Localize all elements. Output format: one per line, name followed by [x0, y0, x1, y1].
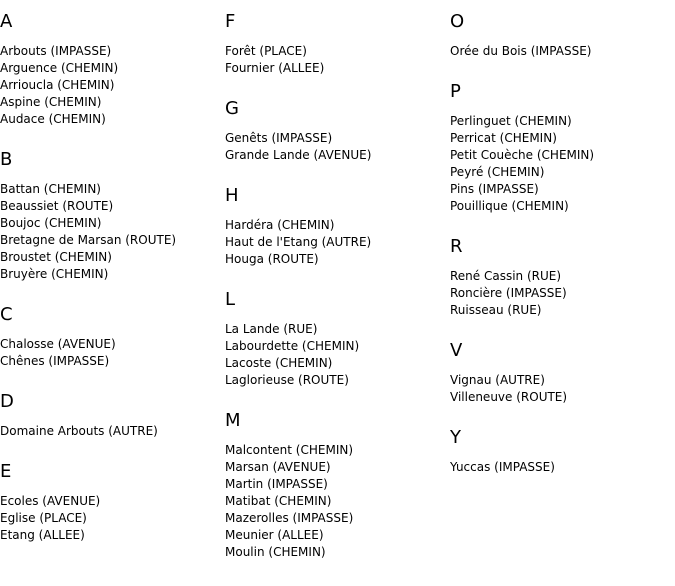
street-link[interactable]: Orée du Bois (IMPASSE)	[450, 44, 592, 58]
street-list	[450, 268, 567, 319]
letter-heading: G	[225, 98, 239, 119]
street-link[interactable]: Perlinguet (CHEMIN)	[450, 114, 572, 128]
street-list	[225, 442, 353, 561]
street-link[interactable]: Haut de l'Etang (AUTRE)	[225, 235, 372, 249]
letter-group	[450, 81, 595, 213]
street-link[interactable]: Petit Couèche (CHEMIN)	[450, 148, 595, 162]
letter-group	[0, 391, 158, 438]
street-link[interactable]: Roncière (IMPASSE)	[450, 286, 567, 300]
letter-group	[0, 149, 177, 281]
street-list	[450, 113, 594, 215]
street-link[interactable]: Beaussiet (ROUTE)	[0, 199, 114, 213]
street-link[interactable]: Malcontent (CHEMIN)	[225, 443, 354, 457]
street-list	[0, 493, 100, 544]
street-link[interactable]: Bretagne de Marsan (ROUTE)	[0, 233, 177, 247]
street-link[interactable]: Broustet (CHEMIN)	[0, 250, 112, 264]
street-link[interactable]: Fournier (ALLEE)	[225, 61, 325, 75]
street-link[interactable]: La Lande (RUE)	[225, 322, 318, 336]
street-link[interactable]: Marsan (AVENUE)	[225, 460, 331, 474]
street-list	[450, 372, 567, 406]
letter-group	[0, 11, 119, 126]
letter-group	[450, 11, 592, 58]
street-link[interactable]: Perricat (CHEMIN)	[450, 131, 557, 145]
street-link[interactable]: Forêt (PLACE)	[225, 44, 307, 58]
letter-group	[0, 461, 101, 542]
letter-group	[450, 340, 568, 404]
street-list	[0, 336, 116, 370]
letter-heading: D	[0, 391, 14, 412]
street-link[interactable]: Grande Lande (AVENUE)	[225, 148, 372, 162]
street-link[interactable]: Villeneuve (ROUTE)	[450, 390, 568, 404]
street-link[interactable]: Pouillique (CHEMIN)	[450, 199, 569, 213]
letter-group	[0, 304, 116, 368]
letter-group	[450, 236, 567, 317]
letter-group	[225, 289, 360, 387]
street-link[interactable]: René Cassin (RUE)	[450, 269, 562, 283]
street-link[interactable]: Ecoles (AVENUE)	[0, 494, 101, 508]
letter-group	[225, 185, 372, 266]
letter-group	[450, 427, 555, 474]
letter-heading: C	[0, 304, 13, 325]
street-link[interactable]: Domaine Arbouts (AUTRE)	[0, 424, 158, 438]
street-link[interactable]: Pins (IMPASSE)	[450, 182, 539, 196]
street-link[interactable]: Audace (CHEMIN)	[0, 112, 106, 126]
street-link[interactable]: Arrioucla (CHEMIN)	[0, 78, 115, 92]
street-link[interactable]: Chalosse (AVENUE)	[0, 337, 116, 351]
letter-group	[225, 98, 372, 162]
street-link[interactable]: Genêts (IMPASSE)	[225, 131, 333, 145]
street-link[interactable]: Boujoc (CHEMIN)	[0, 216, 102, 230]
street-list	[0, 181, 176, 283]
street-link[interactable]: Hardéra (CHEMIN)	[225, 218, 335, 232]
letter-heading: R	[450, 236, 463, 257]
street-link[interactable]: Houga (ROUTE)	[225, 252, 319, 266]
street-link[interactable]: Bruyère (CHEMIN)	[0, 267, 109, 281]
street-list	[225, 217, 371, 268]
street-link[interactable]: Eglise (PLACE)	[0, 511, 87, 525]
street-link[interactable]: Laglorieuse (ROUTE)	[225, 373, 349, 387]
street-link[interactable]: Chênes (IMPASSE)	[0, 354, 110, 368]
street-link[interactable]: Arbouts (IMPASSE)	[0, 44, 112, 58]
letter-heading: M	[225, 410, 241, 431]
letter-heading: P	[450, 81, 461, 102]
street-link[interactable]: Martin (IMPASSE)	[225, 477, 328, 491]
letter-heading: B	[0, 149, 13, 170]
letter-heading: F	[225, 11, 236, 32]
letter-heading: E	[0, 461, 12, 482]
street-list	[450, 43, 591, 60]
street-link[interactable]: Etang (ALLEE)	[0, 528, 85, 542]
letter-group	[225, 11, 325, 75]
letter-group	[225, 410, 354, 559]
street-list	[450, 459, 555, 476]
street-list	[225, 43, 324, 77]
street-link[interactable]: Ruisseau (RUE)	[450, 303, 542, 317]
letter-heading: Y	[450, 427, 461, 448]
street-list	[0, 423, 158, 440]
letter-heading: O	[450, 11, 465, 32]
street-link[interactable]: Mazerolles (IMPASSE)	[225, 511, 354, 525]
street-link[interactable]: Lacoste (CHEMIN)	[225, 356, 333, 370]
street-link[interactable]: Moulin (CHEMIN)	[225, 545, 326, 559]
street-link[interactable]: Battan (CHEMIN)	[0, 182, 101, 196]
street-list	[225, 321, 359, 389]
letter-heading: L	[225, 289, 236, 310]
letter-heading: A	[0, 11, 13, 32]
street-link[interactable]: Arguence (CHEMIN)	[0, 61, 119, 75]
street-link[interactable]: Peyré (CHEMIN)	[450, 165, 545, 179]
street-link[interactable]: Vignau (AUTRE)	[450, 373, 545, 387]
street-link[interactable]: Meunier (ALLEE)	[225, 528, 324, 542]
street-link[interactable]: Matibat (CHEMIN)	[225, 494, 332, 508]
street-link[interactable]: Labourdette (CHEMIN)	[225, 339, 360, 353]
street-link[interactable]: Aspine (CHEMIN)	[0, 95, 102, 109]
letter-heading: V	[450, 340, 463, 361]
street-list	[225, 130, 371, 164]
letter-heading: H	[225, 185, 239, 206]
street-link[interactable]: Yuccas (IMPASSE)	[450, 460, 555, 474]
street-list	[0, 43, 118, 128]
